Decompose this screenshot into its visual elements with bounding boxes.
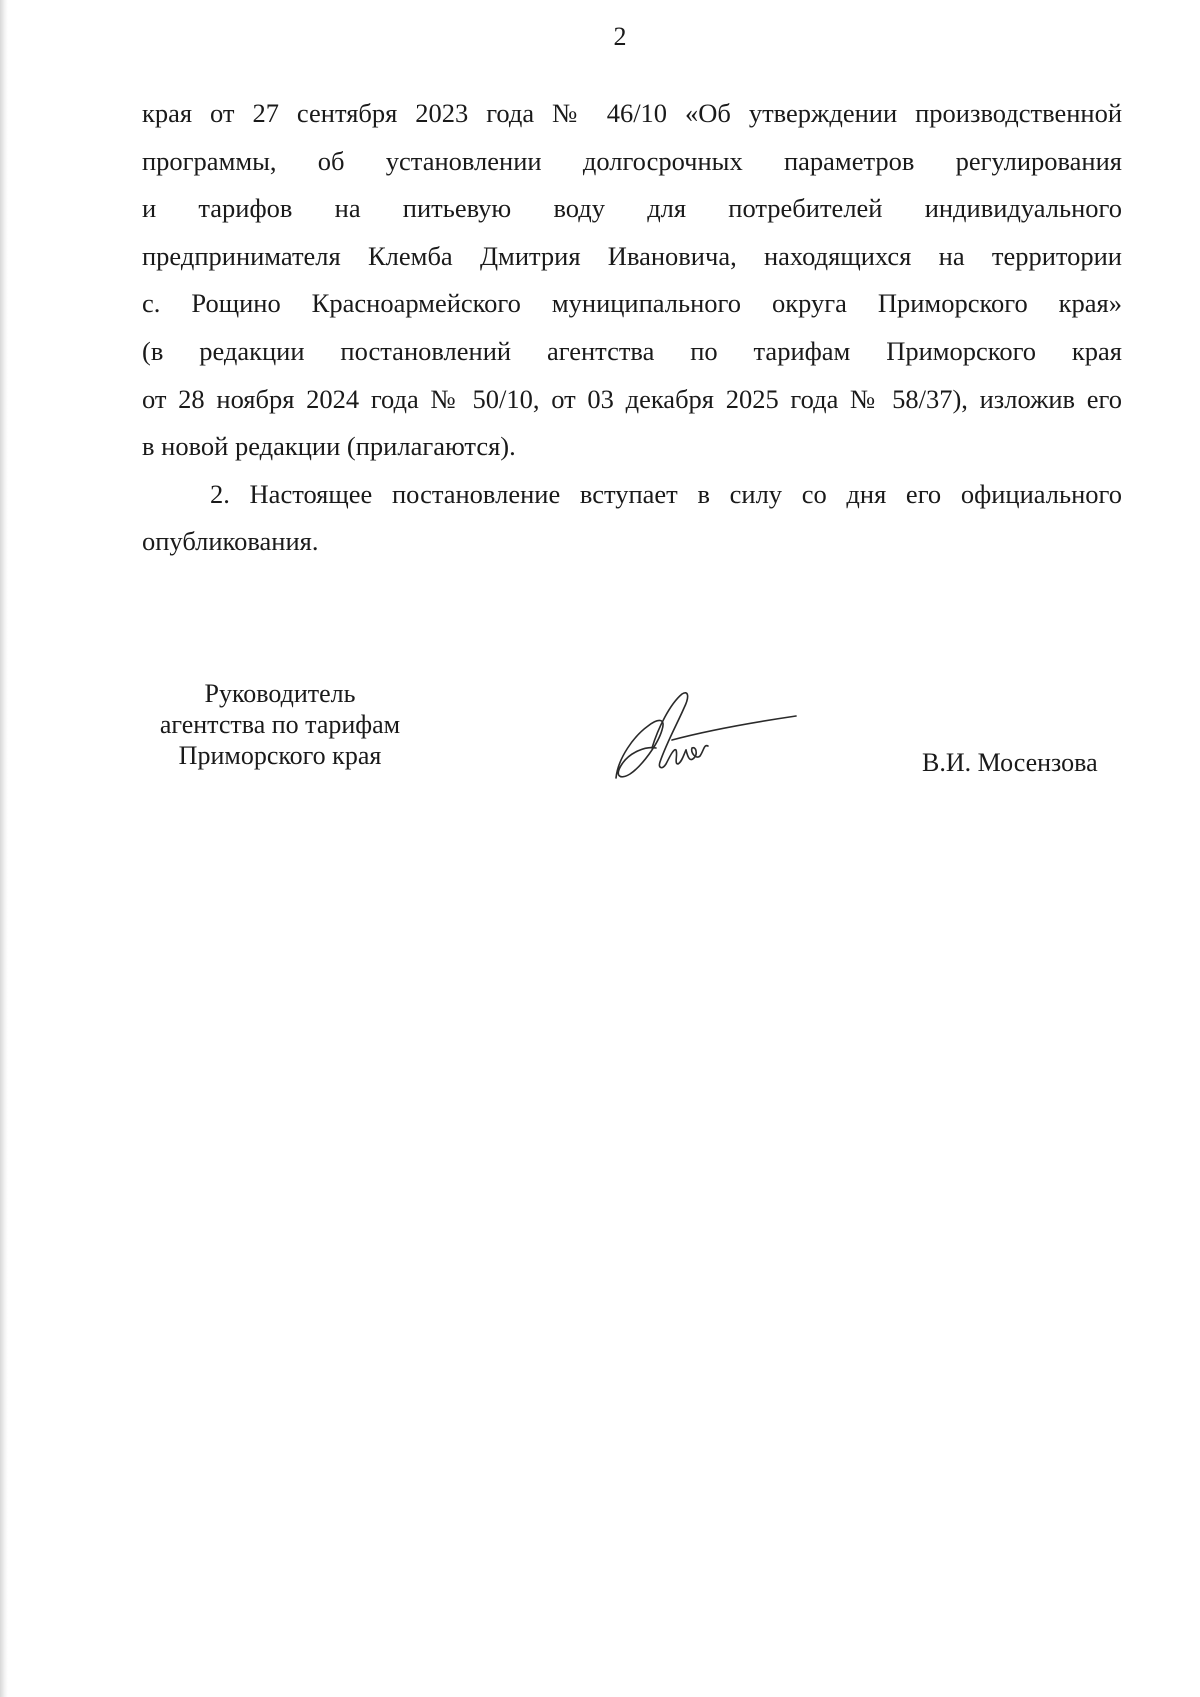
- paragraph-2: [142, 471, 1122, 566]
- scan-edge: [0, 0, 8, 1697]
- document-body: [142, 90, 1122, 566]
- text-line: от 28 ноября 2024 года № 50/10, от 03 декабря 2025 года № 58/37), изложив его: [142, 383, 1122, 414]
- signer-title-line: агентства по тарифам: [159, 710, 401, 739]
- page-number: 2: [613, 22, 627, 51]
- signer-title: [130, 678, 430, 771]
- paragraph-1: [142, 90, 1122, 471]
- text-line: предпринимателя Клемба Дмитрия Ивановича, находящихся на территории: [142, 240, 1122, 271]
- text-line: 2. Настоящее постановление вступает в силу со дня его официального: [210, 478, 1122, 509]
- text-line: опубликования.: [142, 526, 319, 557]
- text-line: с. Рощино Красноармейского муниципального округа Приморского края»: [142, 288, 1122, 319]
- text-line: края от 27 сентября 2023 года № 46/10 «Об утверждении производственной: [142, 98, 1122, 128]
- text-line: (в редакции постановлений агентства по тарифам Приморского края: [142, 335, 1122, 366]
- signer-title-line: Приморского края: [178, 741, 382, 770]
- signer-title-line: Руководитель: [204, 679, 356, 708]
- signer-name: В.И. Мосензова: [922, 748, 1098, 777]
- text-line: программы, об установлении долгосрочных параметров регулирования: [142, 145, 1122, 176]
- handwritten-signature: [612, 688, 802, 788]
- text-line: и тарифов на питьевую воду для потребителей индивидуального: [142, 193, 1122, 224]
- text-line: в новой редакции (прилагаются).: [142, 431, 516, 462]
